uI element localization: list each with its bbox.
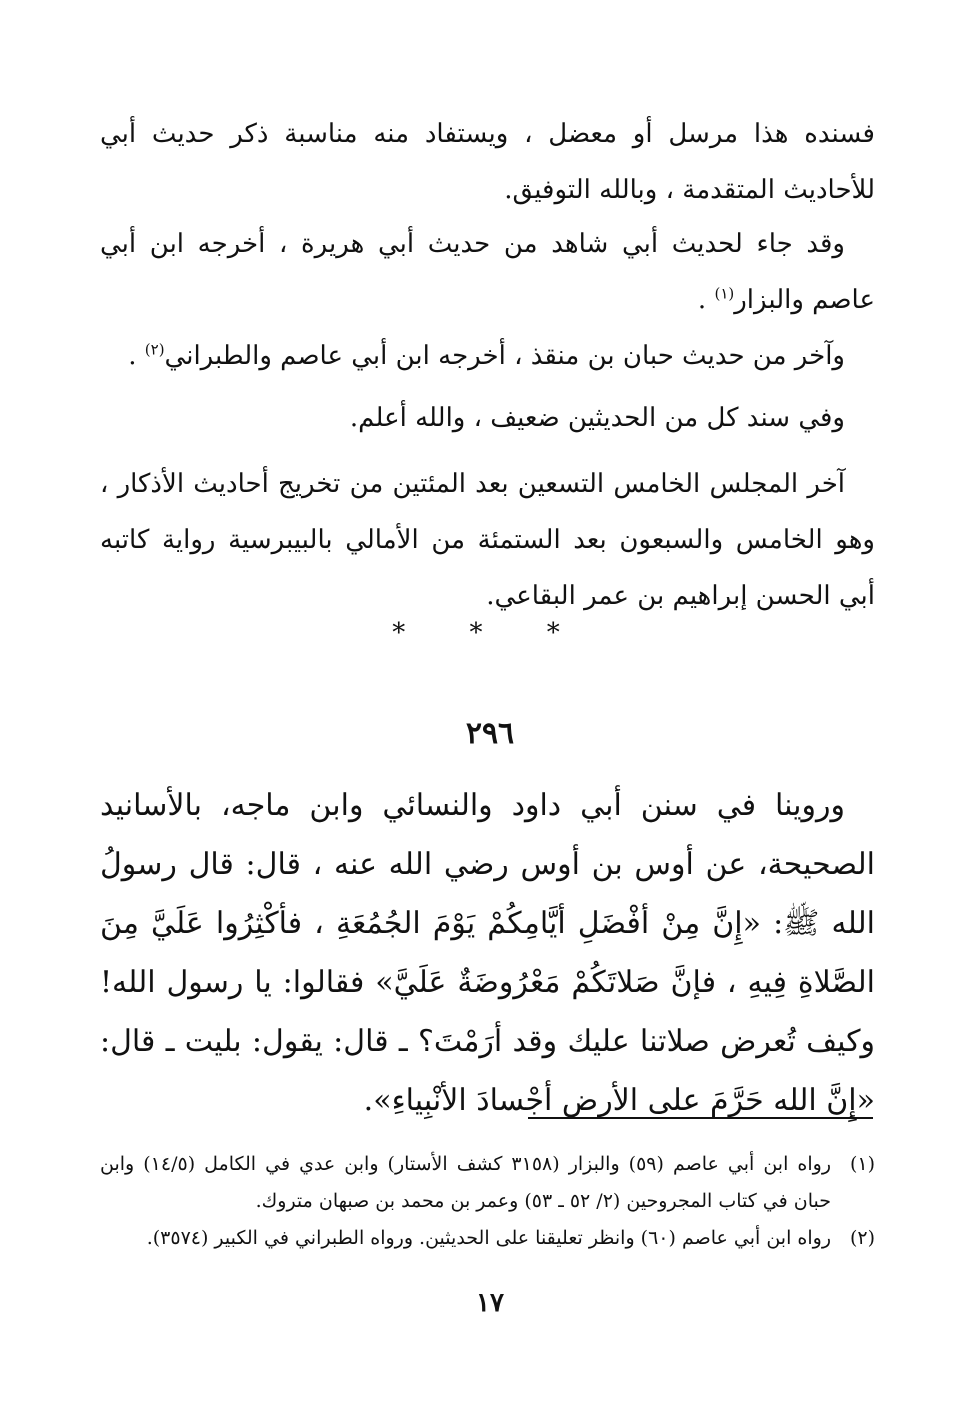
footnote-ref-1: (١) <box>714 284 735 303</box>
footnote-2 <box>100 1220 875 1257</box>
paragraph-2-end: . <box>697 285 715 315</box>
paragraph-4: وفي سند كل من الحديثين ضعيف ، والله أعلم. <box>349 403 845 433</box>
footnote-ref-2: (٢) <box>144 340 165 359</box>
footnote-2-number: (٢) <box>849 1227 875 1249</box>
hadith-text: وروينا في سنن أبي داود والنسائي وابن ماجه، بالأسانيد الصحيحة، عن أوس بن أوس رضي الله عنه ، قال: قال رسولُ الله ﷺ: «إِنَّ مِنْ أفْضَلِ أيَّامِكُمْ يَوْمَ الجُمُعَةِ ، فأكْثِرُوا عَلَيَّ مِنَ الصَّلاةِ فِيهِ ، فإنَّ صَلاتَكُمْ مَعْرُوضَةٌ عَلَيَّ» فقالوا: يا رسول الله! وكيف تُعرض صلاتنا عليك وقد أرَمْتَ؟ ـ قال: يقول: بليت ـ قال: «إِنَّ الله حَرَّمَ على الأرض أجْسادَ الأنْبِياءِ». <box>100 788 875 1118</box>
paragraph-3-text: وآخر من حديث حبان بن منقذ ، أخرجه ابن أبي عاصم والطبراني <box>164 341 845 371</box>
paragraph-1: فسنده هذا مرسل أو معضل ، ويستفاد منه مناسبة ذكر حديث أبي للأحاديث المتقدمة ، وبالله التوفيق. <box>100 119 875 205</box>
paragraph-3-end: . <box>128 341 145 371</box>
page-number: ١٧ <box>476 1288 504 1318</box>
paragraph-5: آخر المجلس الخامس التسعين بعد المئتين من تخريج أحاديث الأذكار ، وهو الخامس والسبعون بعد الستمئة من الأمالي بالبيبرسية رواية كاتبه أبي الحسن إبراهيم بن عمر البقاعي. <box>100 469 875 611</box>
footnote-1-text: رواه ابن أبي عاصم (٥٩) والبزار (٣١٥٨ كشف الأستار) وابن عدي في الكامل (١٤/٥) وابن حبان في كتاب المجروحين (٢/ ٥٢ ـ ٥٣) وعمر بن محمد بن صبهان متروك. <box>100 1153 831 1212</box>
paragraph-2-text: وقد جاء لحديث أبي شاهد من حديث أبي هريرة ، أخرجه ابن أبي عاصم والبزار <box>100 229 875 315</box>
footnote-2-text: رواه ابن أبي عاصم (٦٠) وانظر تعليقنا على الحديثين. ورواه الطبراني في الكبير (٣٥٧٤). <box>146 1227 831 1249</box>
footnotes <box>100 1146 875 1257</box>
section-separator: * * * <box>392 618 588 648</box>
footnote-divider <box>528 1117 873 1119</box>
paragraph-3 <box>100 328 875 384</box>
paragraph-2 <box>100 216 875 328</box>
hadith-number: ٢٩٦ <box>465 716 515 751</box>
footnote-1-number: (١) <box>849 1153 875 1175</box>
footnote-1 <box>100 1146 875 1220</box>
